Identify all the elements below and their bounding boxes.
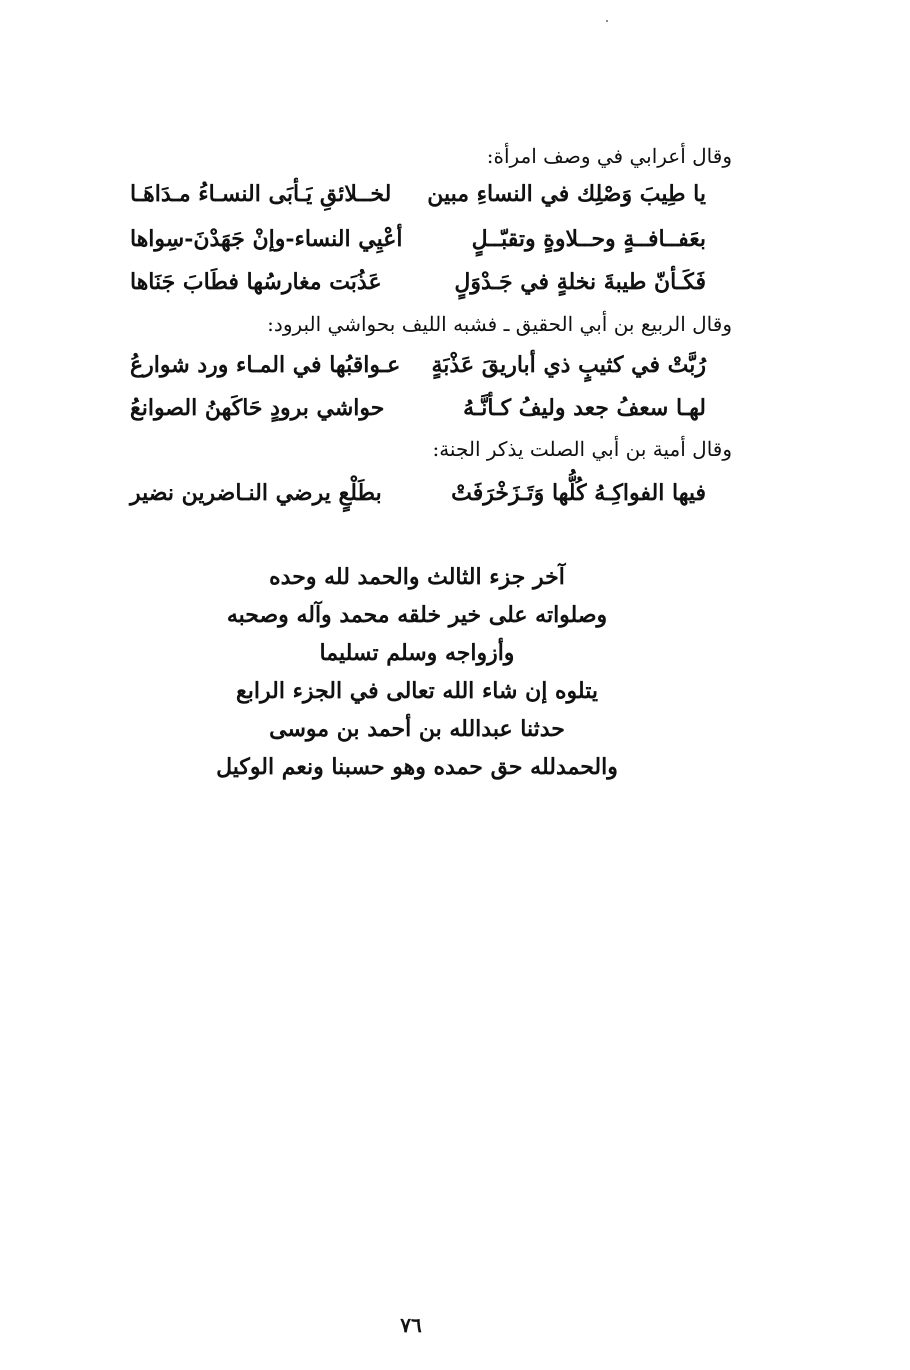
colophon-line: والحمدلله حق حمده وهو حسبنا ونعم الوكيل <box>216 754 618 780</box>
verse-2-2-second-hemistich: حواشي برودٍ حَاكَهنُ الصوانعُ <box>130 395 385 421</box>
verse-2-2 <box>130 388 734 428</box>
verse-1-1-second-hemistich: لخــلائقِ يَـأبَى النسـاءُ مـدَاهَـا <box>130 181 392 207</box>
verse-1-3 <box>130 262 734 302</box>
verse-1-1-first-hemistich: يا طِيبَ وَصْلِك في النساءِ مبين <box>427 181 706 207</box>
verse-1-2-second-hemistich: أعْيِي النساء-وإنْ جَهَدْنَ-سِواها <box>130 226 403 252</box>
colophon-line: وصلواته على خير خلقه محمد وآله وصحبه <box>226 602 608 628</box>
verse-3-1-second-hemistich: بطَلْعٍ يرضي النـاضرين نضير <box>130 480 382 506</box>
section-3-intro: وقال أمية بن أبي الصلت يذكر الجنة: <box>432 437 732 461</box>
colophon-line: حدثنا عبدالله بن أحمد بن موسى <box>269 716 565 742</box>
page-speck <box>606 20 608 22</box>
verse-1-1 <box>130 174 734 214</box>
verse-1-3-second-hemistich: عَذُبَت مغارسُها فطَابَ جَنَاها <box>130 269 382 295</box>
colophon-line: آخر جزء الثالث والحمد لله وحده <box>269 564 565 590</box>
verse-1-2-first-hemistich: بعَفــافــةٍ وحــلاوةٍ وتقبّــلٍ <box>471 226 706 252</box>
colophon-line: يتلوه إن شاء الله تعالى في الجزء الرابع <box>236 678 598 704</box>
verse-1-2 <box>130 219 734 259</box>
verse-2-2-first-hemistich: لهـا سعفُ جعد وليفُ كـأنَّـهُ <box>463 395 706 421</box>
page-number: ٧٦ <box>400 1313 422 1337</box>
verse-3-1-first-hemistich: فيها الفواكِـهُ كُلُّها وَتَـزَخْرَفَتْ <box>451 480 706 506</box>
section-2-intro: وقال الربيع بن أبي الحقيق ـ فشبه الليف بحواشي البرود: <box>267 312 732 336</box>
verse-1-3-first-hemistich: فَكَـأنّ طيبةَ نخلةٍ في جَـدْوَلٍ <box>454 269 706 295</box>
colophon-line: وأزواجه وسلم تسليما <box>319 640 515 666</box>
verse-2-1-first-hemistich: رُبَّتْ في كثيبٍ ذي أباريقَ عَذْبَةٍ <box>431 352 706 378</box>
colophon <box>0 558 834 786</box>
verse-2-1 <box>130 345 734 385</box>
verse-2-1-second-hemistich: عـواقبُها في المـاء ورد شوارعُ <box>130 352 401 378</box>
section-1-intro: وقال أعرابي في وصف امرأة: <box>486 144 732 168</box>
verse-3-1 <box>130 473 734 513</box>
